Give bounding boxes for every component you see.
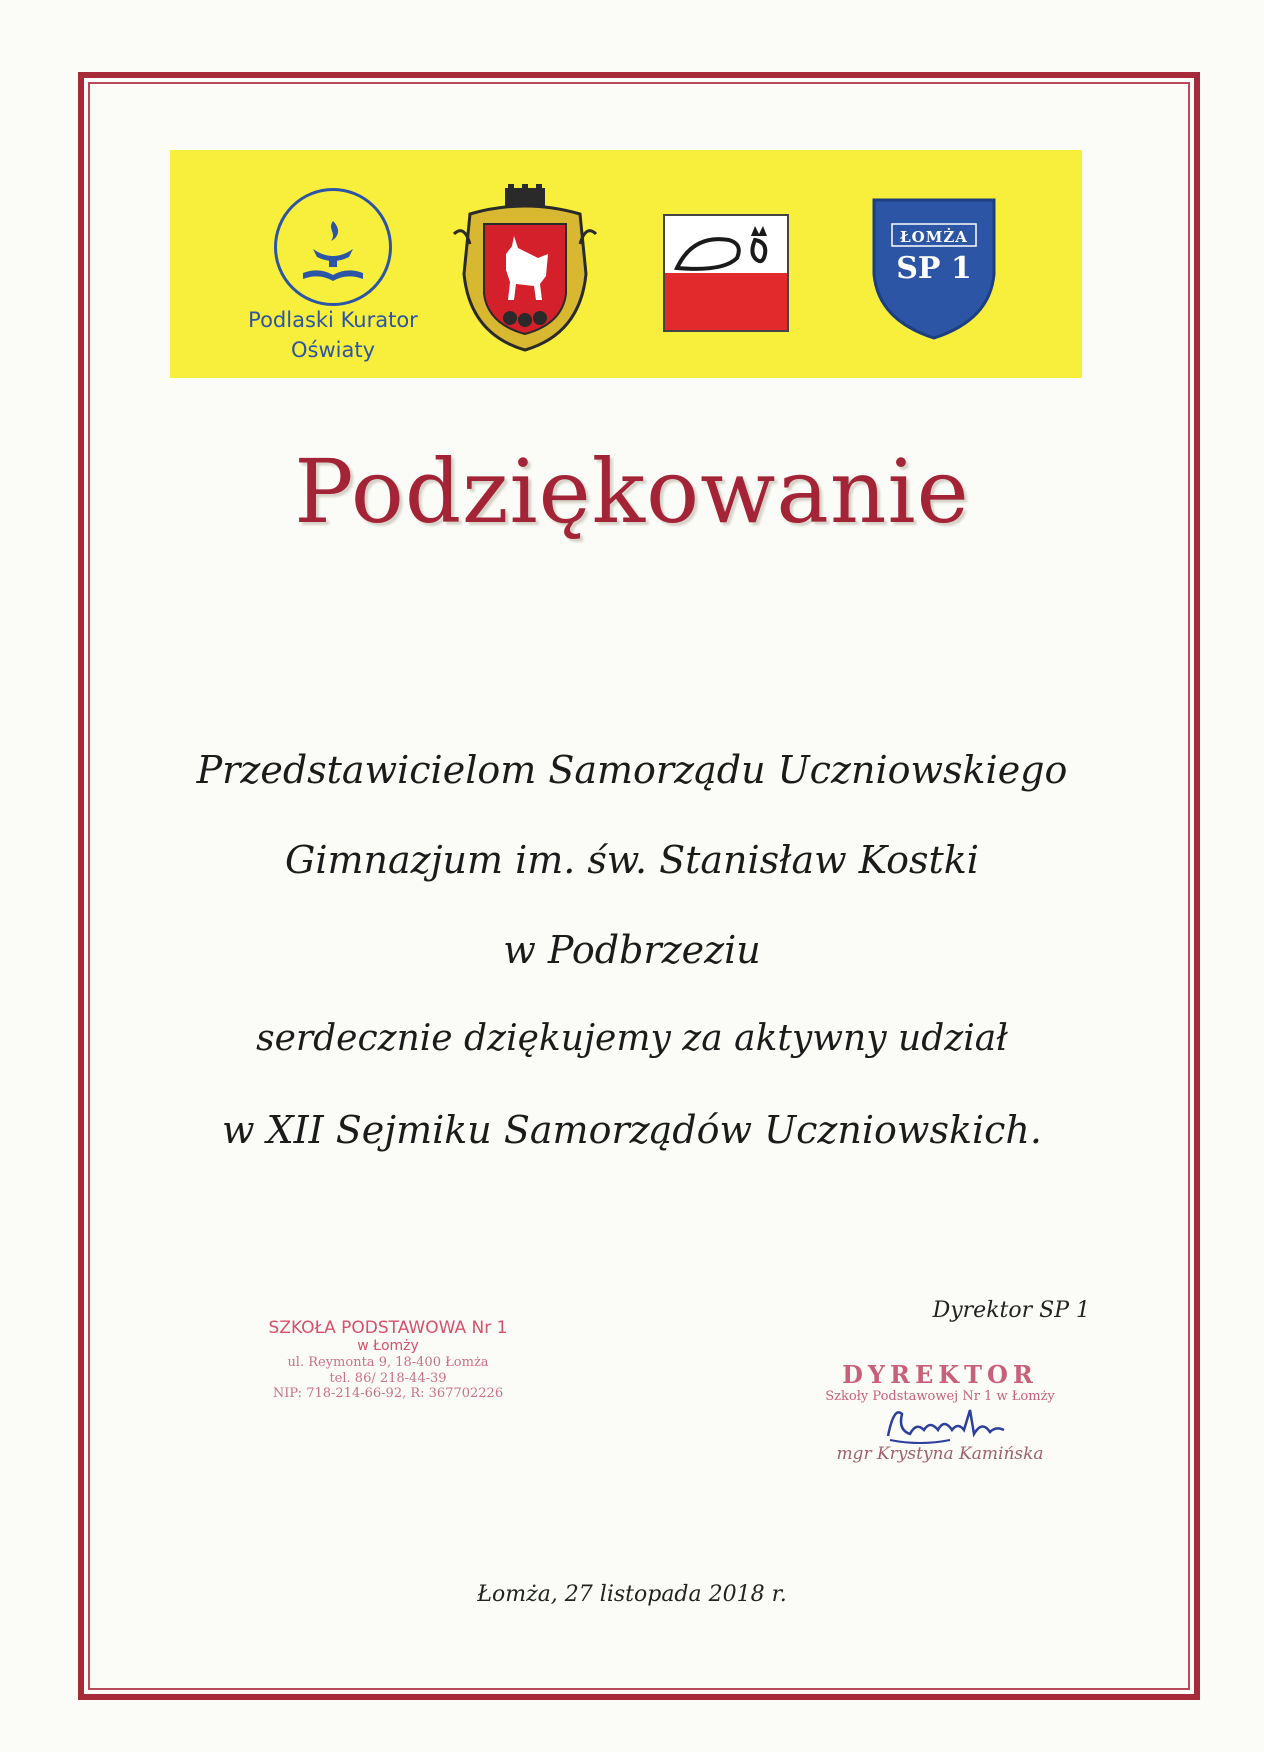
flag-emblem-icon [663,214,789,332]
stamp-line-5: NIP: 718-214-66-92, R: 367702226 [272,1386,504,1402]
stamp-line-1: SZKOŁA PODSTAWOWA Nr 1 [268,1318,508,1338]
kurator-logo [228,188,418,364]
body-line-5: w XII Sejmiku Samorządów Uczniowskich. [222,1108,1042,1152]
handwritten-signature [880,1400,1020,1450]
stamp-line-4: tel. 86/ 218-44-39 [329,1370,447,1386]
school-shield-logo [870,196,998,342]
director-stamp [790,1360,1090,1404]
logo-band [170,150,1082,378]
document-title: Podziękowanie [294,440,970,543]
city-coat-of-arms-icon [450,184,600,354]
director-stamp-subtitle: Szkoły Podstawowej Nr 1 w Łomży [825,1389,1055,1404]
kurator-name-line1: Podlaski Kurator [248,308,418,332]
issue-date: Łomża, 27 listopada 2018 r. [477,1582,787,1607]
body-line-3: w Podbrzeziu [503,928,761,972]
body-line-2: Gimnazjum im. św. Stanisław Kostki [285,838,979,882]
body-line-4: serdecznie dziękujemy za aktywny udział [256,1018,1008,1059]
shield-main-text: SP 1 [896,251,972,286]
stamp-line-2: w Łomży [357,1338,419,1355]
stamp-line-3: ul. Reymonta 9, 18-400 Łomża [287,1355,489,1371]
lamp-book-icon [277,191,389,303]
director-stamp-title: DYREKTOR [842,1360,1038,1389]
kurator-name-line2: Oświaty [290,338,375,362]
body-line-1: Przedstawicielom Samorządu Uczniowskiego [196,748,1068,792]
kurator-ring-icon [274,188,392,306]
director-title: Dyrektor SP 1 [932,1298,1090,1323]
school-stamp [238,1318,538,1402]
shield-top-text: ŁOMŻA [900,228,968,246]
director-name: mgr Krystyna Kamińska [836,1444,1044,1464]
